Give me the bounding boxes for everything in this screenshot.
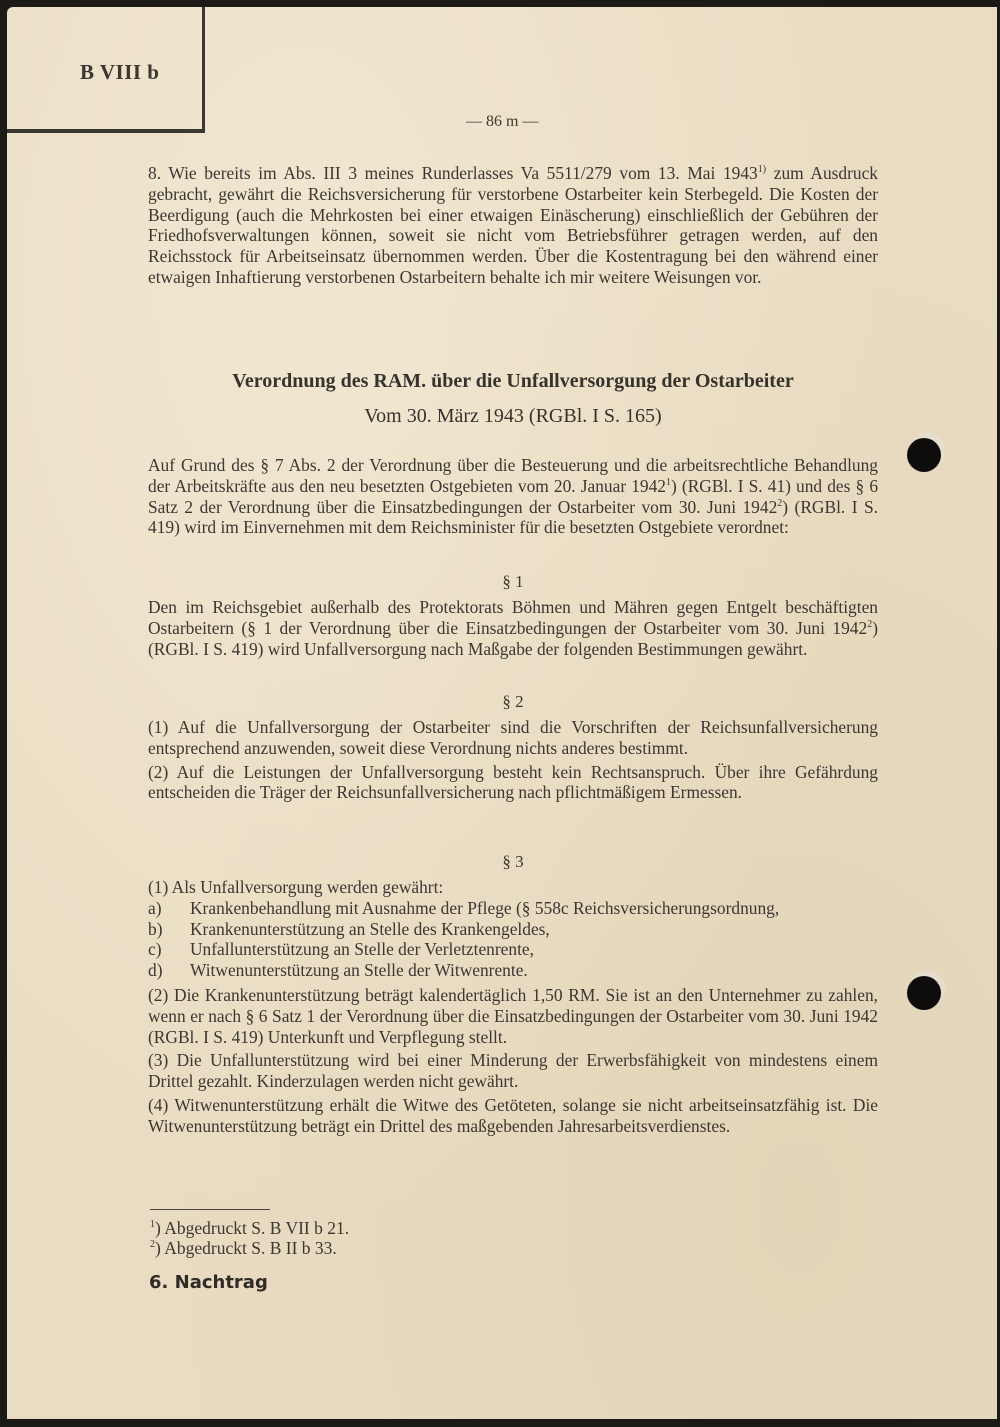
footnote-divider: [150, 1209, 270, 1210]
footnote-ref-2: 2: [867, 619, 873, 630]
list-text: Krankenunterstützung an Stelle des Krankengeldes,: [190, 918, 550, 939]
list-text: Unfallunterstützung an Stelle der Verletztenrente,: [190, 939, 534, 960]
preamble-part-2: ) (RGBl. I S. 41) und des § 6 Satz 2 der Verordnung über die Einsatzbedingungen der Ostarbeiter vom 30. Juni 1942: [148, 475, 879, 517]
section-1-text: [148, 597, 878, 659]
regulation-title: Verordnung des RAM. über die Unfallversorgung der Ostarbeiter: [232, 370, 794, 392]
regulation-date: Vom 30. März 1943 (RGBl. I S. 165): [364, 405, 662, 427]
footnote-mark: 2: [150, 1239, 155, 1251]
section-2-text: [148, 717, 878, 803]
list-item: [148, 960, 878, 981]
list-item: [148, 939, 878, 960]
intro-line-1: 8. Wie bereits im Abs. III 3 meines Runderlasses Va 5511/279 vom 13. Mai 1943: [148, 163, 758, 183]
section-2-para-1: (1) Auf die Unfallversorgung der Ostarbeiter sind die Vorschriften der Reichsunfallversicherung entsprechend anzuwenden, soweit diese Verordnung nichts anderes bestimmt.: [148, 717, 878, 758]
list-text: Krankenbehandlung mit Ausnahme der Pflege (§ 558c Reichsversicherungsordnung,: [190, 897, 780, 918]
footnote-ref: 1): [757, 164, 767, 176]
list-mark: a): [148, 897, 162, 918]
punch-hole-icon: [907, 438, 941, 472]
footnote-mark: 1: [150, 1219, 155, 1231]
list-mark: b): [148, 918, 163, 939]
page-number: — 86 m —: [466, 113, 539, 130]
addendum-label: 6. Nachtrag: [149, 1272, 268, 1293]
punch-hole-icon: [907, 976, 941, 1010]
section-code: B VIII b: [80, 60, 160, 84]
intro-line-2: zum Ausdruck gebracht, gewährt die Reichsversicherung für verstorbene Ostarbeiter kein Sterbegeld. Die Kosten der Beerdigung (auch die Mehrkosten bei einer etwaigen Einäscherung) einschließlich der Gebühren der Friedhofsverwaltungen können, soweit sie nicht vom Betriebsführer getragen werden, auf den Reichsstock für Arbeitseinsatz übernommen werden. Über die Kostentragung bei den während einer etwaigen Inhaftierung verstorbenen Ostarbeitern behalte ich mir weitere Weisungen vor.: [148, 163, 879, 287]
section-3-para-3: (3) Die Unfallunterstützung wird bei einer Minderung der Erwerbsfähigkeit von mindestens einem Drittel gezahlt. Kinderzulagen werden nicht gewährt.: [148, 1050, 878, 1092]
section-1-sign: § 1: [502, 572, 524, 591]
preamble-part-1: Auf Grund des § 7 Abs. 2 der Verordnung über die Besteuerung und die arbeitsrechtliche Behandlung der Arbeitskräfte aus den neu besetzten Ostgebieten vom 20. Januar 1942: [148, 455, 878, 496]
footnote-2: [150, 1238, 349, 1258]
footnote-ref-2: 2: [777, 497, 783, 509]
section-3-para-2: (2) Die Krankenunterstützung beträgt kalendertäglich 1,50 RM. Sie ist an den Unternehmer zu zahlen, wenn er nach § 6 Satz 1 der Verordnung über die Einsatzbedingungen der Ostarbeiter vom 30. Juni 1942 (RGBl. I S. 419) Unterkunft und Verpflegung stellt.: [148, 984, 878, 1047]
section-1-part-1: Den im Reichsgebiet außerhalb des Protektorats Böhmen und Mähren gegen Entgelt beschäftigten Ostarbeitern (§ 1 der Verordnung über die Einsatzbedingungen der Ostarbeiter vom 30. Juni 1942: [148, 597, 878, 638]
footnote-text: ) Abgedruckt S. B II b 33.: [155, 1238, 337, 1258]
list-item: [148, 919, 878, 940]
section-1-part-2: ) (RGBl. I S. 419) wird Unfallversorgung nach Maßgabe der folgenden Bestimmungen gewährt.: [148, 617, 878, 659]
section-3-sign: § 3: [502, 852, 524, 871]
footnote-text: ) Abgedruckt S. B VII b 21.: [155, 1218, 350, 1238]
footnote-ref-1: 1: [666, 477, 672, 488]
preamble-part-3: ) (RGBl. I S. 419) wird im Einvernehmen mit dem Reichsminister für die besetzten Ostgebiete verordnet:: [148, 496, 879, 538]
section-3-intro: (1) Als Unfallversorgung werden gewährt:: [148, 877, 444, 897]
list-mark: c): [148, 939, 162, 960]
list-mark: d): [148, 960, 163, 981]
footnotes: [150, 1218, 349, 1258]
intro-paragraph: [148, 163, 878, 288]
section-3-para-4: (4) Witwenunterstützung erhält die Witwe des Getöteten, solange sie nicht arbeitseinsatzfähig ist. Die Witwenunterstützung beträgt ein Drittel des maßgebenden Jahresarbeitsverdienstes.: [148, 1094, 878, 1136]
section-3-text: [148, 877, 878, 1137]
section-2-sign: § 2: [502, 692, 524, 711]
preamble: [148, 455, 878, 538]
section-2-para-2: (2) Auf die Leistungen der Unfallversorgung besteht kein Rechtsanspruch. Über ihre Gefährdung entscheiden die Träger der Reichsunfallversicherung nach pflichtmäßigem Ermessen.: [148, 761, 878, 803]
list-text: Witwenunterstützung an Stelle der Witwenrente.: [190, 960, 528, 981]
list-item: [148, 898, 878, 919]
footnote-1: [150, 1218, 349, 1238]
